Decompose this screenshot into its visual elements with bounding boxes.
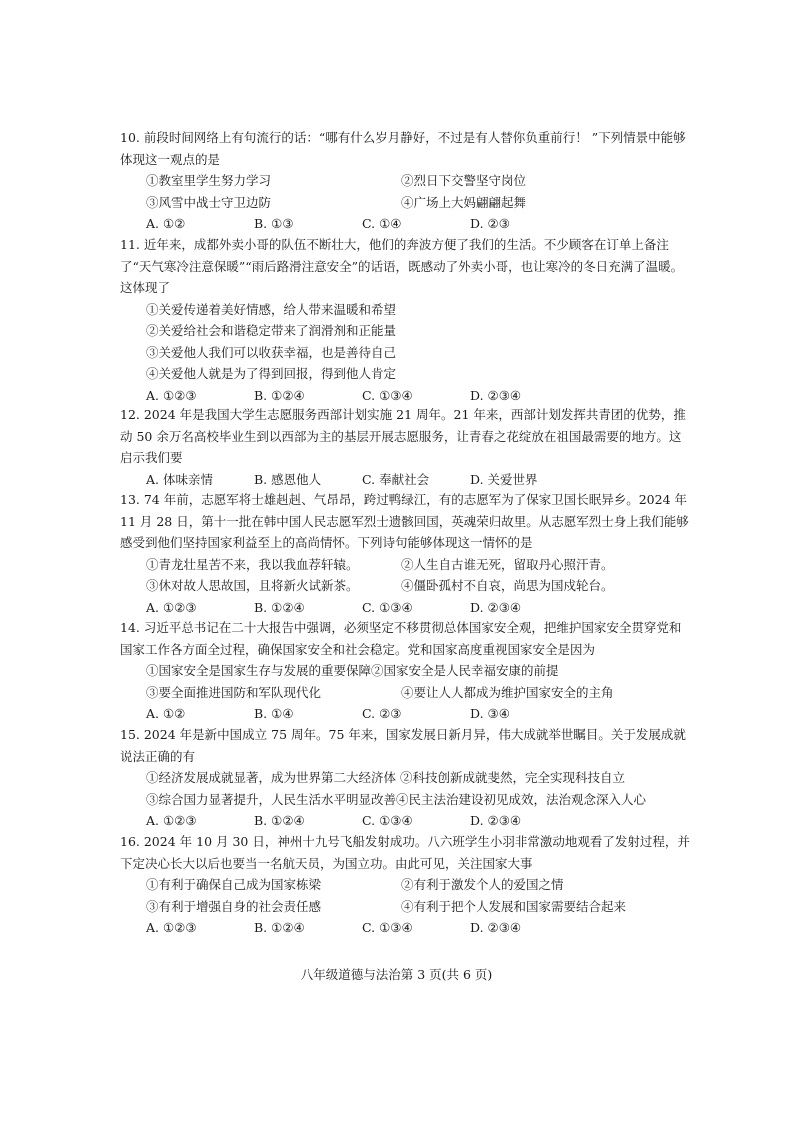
answer-choice: A. ①②③ bbox=[146, 813, 197, 828]
question-10 bbox=[120, 127, 690, 235]
answer-choice: A. 体味亲情 bbox=[146, 471, 213, 487]
answer-choice: C. ①③④ bbox=[362, 813, 413, 828]
answer-choice: A. ①②③ bbox=[146, 920, 197, 935]
question-stem: 13. 74 年前，志愿军将士雄赳赳、气昂昂，跨过鸭绿江，有的志愿军为了保家卫国长眠异乡。2024 年 11 月 28 日，第十一批在韩中国人民志愿军烈士遗骸回国，英魂荣归故里。从志愿军烈士身上我们能够感受到他们坚持国家利益至上的高尚情怀。下列诗句能够体现这一情怀的是 bbox=[120, 492, 689, 550]
statement-option: ③要全面推进国防和军队现代化 bbox=[146, 684, 322, 700]
statement-option: ④要让人人都成为维护国家安全的主角 bbox=[401, 684, 614, 700]
statement-option: ②烈日下交警坚守岗位 bbox=[401, 173, 527, 188]
answer-choice: B. ①②④ bbox=[254, 387, 305, 403]
answer-choices bbox=[146, 213, 690, 235]
question-15 bbox=[120, 724, 690, 832]
question-stem: 11. 近年来，成都外卖小哥的队伍不断壮大，他们的奔波方便了我们的生活。不少顾客在订单上备注了“天气寒冷注意保暖”“雨后路滑注意安全”的话语，既感动了外卖小哥，也让寒冷的冬日充满了温暖。这体现了 bbox=[120, 237, 684, 295]
answer-choices bbox=[146, 917, 690, 939]
answer-choice: D. 关爱世界 bbox=[470, 471, 538, 487]
statement-option: ①有利于确保自己成为国家栋梁 bbox=[146, 877, 322, 892]
statement-option: ②有利于激发个人的爱国之情 bbox=[401, 877, 564, 892]
statement-option: ③有利于增强自身的社会责任感 bbox=[146, 898, 322, 914]
answer-choice: C. ①③④ bbox=[362, 920, 413, 935]
question-stem: 12. 2024 年是我国大学生志愿服务西部计划实施 21 周年。21 年来，西部计划发挥共青团的优势，推动 50 余万名高校毕业生到以西部为主的基层开展志愿服务，让青春之花绽放在祖国最需要的地方。这启示我们要 bbox=[120, 407, 686, 465]
statement-options bbox=[120, 469, 690, 491]
question-11 bbox=[120, 234, 690, 406]
answer-choices bbox=[146, 703, 690, 725]
answer-choice: C. ①③④ bbox=[362, 599, 413, 615]
answer-choice: B. ①②④ bbox=[254, 599, 305, 615]
statement-options bbox=[120, 554, 690, 619]
statement-option: ④僵卧孤村不自哀，尚思为国戍轮台。 bbox=[401, 578, 614, 593]
answer-choice: D. ②③④ bbox=[470, 387, 522, 403]
answer-choices bbox=[146, 597, 690, 619]
statement-option: ④关爱他人就是为了得到回报，得到他人肯定 bbox=[146, 366, 397, 381]
answer-choice: B. ①②④ bbox=[254, 920, 305, 935]
answer-choice: A. ①②③ bbox=[146, 387, 197, 403]
question-13 bbox=[120, 489, 690, 618]
answer-choice: C. ①③④ bbox=[362, 387, 413, 403]
statement-option: ①青龙壮星苦不来，我以我血荐轩辕。 bbox=[146, 556, 359, 572]
answer-choice: B. 感恩他人 bbox=[254, 471, 322, 487]
answer-choice: C. 奉献社会 bbox=[362, 471, 430, 487]
statement-option: ②人生自古谁无死，留取丹心照汗青。 bbox=[401, 556, 614, 572]
statement-option: ①国家安全是国家生存与发展的重要保障②国家安全是人民幸福安康的前提 bbox=[146, 663, 559, 678]
answer-choice: D. ②③④ bbox=[470, 599, 522, 615]
statement-options bbox=[120, 767, 690, 832]
page-footer: 八年级道德与法治第 3 页(共 6 页) bbox=[300, 967, 493, 982]
answer-choice: C. ①④ bbox=[362, 216, 402, 231]
statement-options bbox=[120, 660, 690, 725]
answer-choice: D. ③④ bbox=[470, 706, 510, 721]
answer-choices bbox=[146, 385, 690, 407]
statement-options bbox=[120, 170, 690, 235]
answer-choice: B. ①③ bbox=[254, 216, 294, 231]
statement-options bbox=[120, 874, 690, 939]
statement-options bbox=[120, 299, 690, 407]
question-12 bbox=[120, 404, 690, 490]
answer-choice: D. ②③ bbox=[470, 216, 510, 231]
question-stem: 10. 前段时间网络上有句流行的话：“哪有什么岁月静好，不过是有人替你负重前行！ ”下列情景中能够体现这一观点的是 bbox=[120, 130, 686, 167]
answer-choice: D. ②③④ bbox=[470, 813, 522, 828]
answer-choice: D. ②③④ bbox=[470, 920, 522, 935]
answer-choice: A. ①② bbox=[146, 706, 186, 721]
answer-choices bbox=[146, 810, 690, 832]
statement-option: ①教室里学生努力学习 bbox=[146, 173, 272, 188]
statement-option: ②关爱给社会和谐稳定带来了润滑剂和正能量 bbox=[146, 323, 397, 338]
statement-option: ③休对故人思故国，且将新火试新茶。 bbox=[146, 578, 359, 593]
statement-option: ①经济发展成就显著，成为世界第二大经济体 ②科技创新成就斐然，完全实现科技自立 bbox=[146, 770, 625, 785]
statement-option: ③风雪中战士守卫边防 bbox=[146, 194, 272, 210]
statement-option: ①关爱传递着美好情感，给人带来温暖和希望 bbox=[146, 301, 397, 317]
statement-option: ④广场上大妈翩翩起舞 bbox=[401, 194, 527, 210]
question-stem: 15. 2024 年是新中国成立 75 周年。75 年来，国家发展日新月异，伟大成就举世瞩目。关于发展成就说法正确的有 bbox=[120, 727, 686, 764]
answer-choice: B. ①④ bbox=[254, 706, 294, 721]
question-14 bbox=[120, 617, 690, 725]
question-stem: 14. 习近平总书记在二十大报告中强调，必须坚定不移贯彻总体国家安全观，把维护国家安全贯穿党和国家工作各方面全过程，确保国家安全和社会稳定。党和国家高度重视国家安全是因为 bbox=[120, 620, 682, 657]
answer-choice: A. ①②③ bbox=[146, 599, 197, 615]
question-16 bbox=[120, 831, 690, 939]
statement-option: ④有利于把个人发展和国家需要结合起来 bbox=[401, 898, 627, 914]
answer-choice: C. ②③ bbox=[362, 706, 402, 721]
answer-choice: A. ①② bbox=[146, 216, 186, 231]
answer-choice: B. ①②④ bbox=[254, 813, 305, 828]
question-stem: 16. 2024 年 10 月 30 日，神州十九号飞船发射成功。八六班学生小羽非常激动地观看了发射过程，并下定决心长大以后也要当一名航天员，为国立功。由此可见，关注国家大事 bbox=[120, 834, 690, 871]
statement-option: ③综合国力显著提升，人民生活水平明显改善④民主法治建设初见成效，法治观念深入人心 bbox=[146, 791, 647, 807]
statement-option: ③关爱他人我们可以收获幸福，也是善待自己 bbox=[146, 344, 397, 360]
answer-choices bbox=[146, 469, 690, 491]
